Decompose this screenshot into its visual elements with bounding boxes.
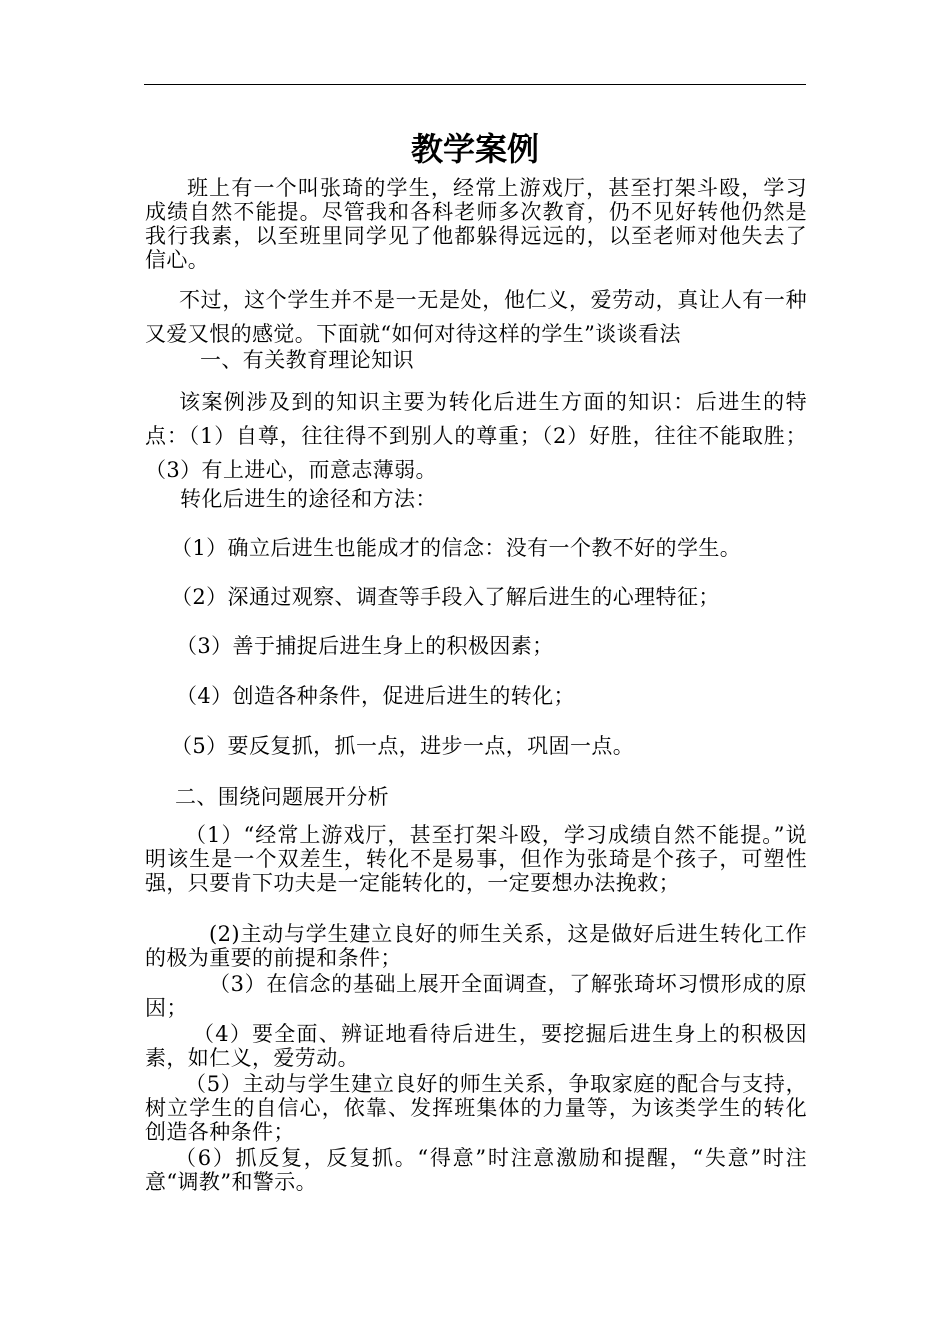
section-1-paragraph: 该案例涉及到的知识主要为转化后进生方面的知识：后进生的特点：（1）自尊，往往得不到别人的尊重；（2）好胜，往往不能取胜；（3）有上进心，而意志薄弱。 [145, 390, 807, 482]
analysis-item: （3）在信念的基础上展开全面调查，了解张琦坏习惯形成的原因； [145, 972, 807, 1020]
method-item: （1）确立后进生也能成才的信念：没有一个教不好的学生。 [171, 536, 742, 560]
method-item: （3）善于捕捉后进生身上的积极因素； [176, 634, 554, 658]
intro-paragraph-2: 不过，这个学生并不是一无是处，他仁义，爱劳动，真让人有一种又爱又恨的感觉。下面就“如何对待这样的学生”谈谈看法 [145, 288, 807, 346]
analysis-item: （6）抓反复，反复抓。“得意”时注意激励和提醒，“失意”时注意“调教”和警示。 [145, 1146, 807, 1194]
methods-intro: 转化后进生的途径和方法： [180, 487, 437, 511]
intro-paragraph-1: 班上有一个叫张琦的学生，经常上游戏厅，甚至打架斗殴，学习成绩自然不能提。尽管我和各科老师多次教育，仍不见好转他仍然是我行我素，以至班里同学见了他都躲得远远的，以至老师对他失去了信心。 [145, 176, 807, 272]
document-title: 教学案例 [410, 130, 539, 168]
method-item: （5）要反复抓，抓一点，进步一点，巩固一点。 [171, 734, 635, 758]
method-item: （2）深通过观察、调查等手段入了解后进生的心理特征； [171, 585, 720, 609]
analysis-item: （5）主动与学生建立良好的师生关系，争取家庭的配合与支持，树立学生的自信心，依靠、发挥班集体的力量等，为该类学生的转化创造各种条件； [145, 1072, 807, 1144]
header-rule [144, 84, 806, 85]
analysis-item: （1）“经常上游戏厅，甚至打架斗殴，学习成绩自然不能提。”说明该生是一个双差生，转化不是易事，但作为张琦是个孩子，可塑性强，只要肯下功夫是一定能转化的，一定要想办法挽救； [145, 823, 807, 895]
section-1-heading: 一、有关教育理论知识 [200, 348, 414, 372]
analysis-item: (2)主动与学生建立良好的师生关系，这是做好后进生转化工作的极为重要的前提和条件； [145, 922, 807, 970]
analysis-item: （4）要全面、辨证地看待后进生，要挖掘后进生身上的积极因素，如仁义，爱劳动。 [145, 1022, 807, 1070]
method-item: （4）创造各种条件，促进后进生的转化； [176, 684, 575, 708]
section-2-heading: 二、围绕问题展开分析 [175, 785, 389, 809]
